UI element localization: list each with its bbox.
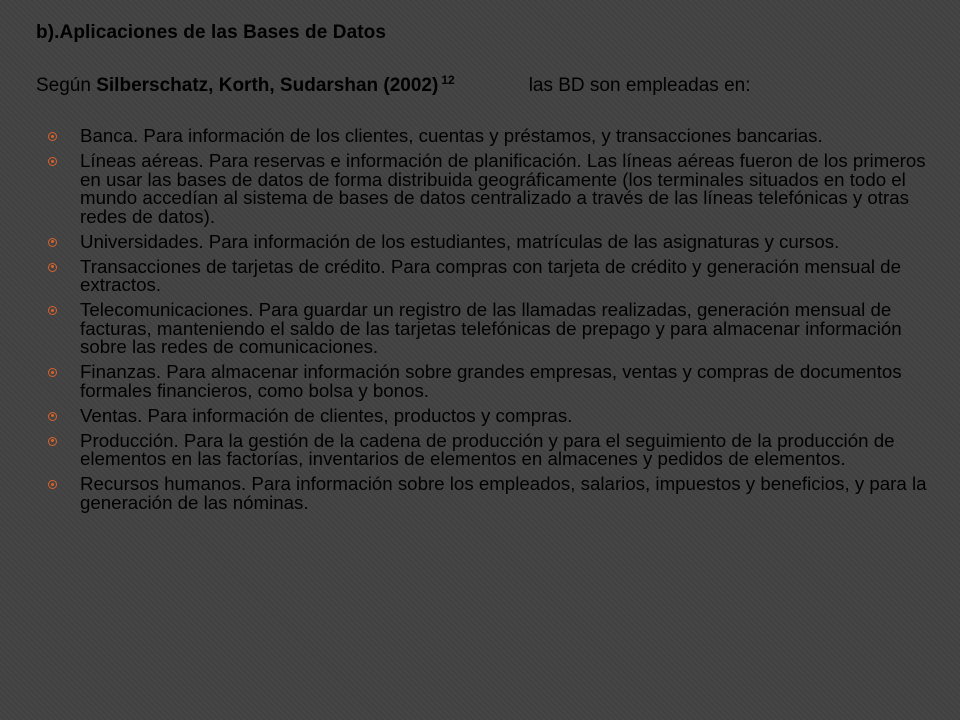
list-item-text: Ventas. Para información de clientes, productos y compras. bbox=[80, 404, 573, 426]
list-item-text: Líneas aéreas. Para reservas e información de planificación. Las líneas aéreas fueron de los primeros en usar las bases de datos de forma distribuida geográficamente (los terminales situados en todo el mundo accedían al sistema de bases de datos centralizado a través de las líneas telefónicas y otras redes de datos). bbox=[80, 150, 926, 227]
intro-authors: Silberschatz, Korth, Sudarshan (2002) bbox=[96, 75, 439, 96]
list-item bbox=[48, 475, 928, 512]
intro-line bbox=[36, 73, 936, 97]
bullet-icon bbox=[48, 480, 57, 489]
bullet-icon bbox=[48, 368, 57, 377]
bullet-icon bbox=[48, 412, 57, 421]
applications-list bbox=[48, 127, 928, 519]
list-item-text: Finanzas. Para almacenar información sobre grandes empresas, ventas y compras de documentos formales financieros, como bolsa y bonos. bbox=[80, 361, 902, 401]
bullet-icon bbox=[48, 238, 57, 247]
list-item bbox=[48, 127, 928, 146]
bullet-icon bbox=[48, 132, 57, 141]
list-item bbox=[48, 230, 928, 252]
list-item bbox=[48, 363, 928, 400]
list-item bbox=[48, 255, 928, 295]
bullet-icon bbox=[48, 437, 57, 446]
list-item bbox=[48, 301, 928, 357]
bullet-icon bbox=[48, 306, 57, 315]
list-item-text: Transacciones de tarjetas de crédito. Para compras con tarjeta de crédito y generación mensual de extractos. bbox=[80, 255, 901, 295]
list-item bbox=[48, 152, 928, 226]
bullet-icon bbox=[48, 263, 57, 272]
footnote-marker: 12 bbox=[441, 73, 455, 87]
list-item-text: Recursos humanos. Para información sobre los empleados, salarios, impuestos y beneficios, y para la generación de las nóminas. bbox=[80, 473, 927, 513]
list-item-text: Telecomunicaciones. Para guardar un registro de las llamadas realizadas, generación mensual de facturas, manteniendo el saldo de las tarjetas telefónicas de prepago y para almacenar información sobre las redes de comunicaciones. bbox=[80, 299, 902, 357]
list-item-text: Universidades. Para información de los estudiantes, matrículas de las asignaturas y cursos. bbox=[80, 230, 840, 252]
intro-rest: las BD son empleadas en: bbox=[528, 75, 751, 96]
slide-title: b).Aplicaciones de las Bases de Datos bbox=[36, 22, 387, 43]
list-item bbox=[48, 429, 928, 469]
list-item bbox=[48, 404, 928, 426]
list-item-text: Banca. Para información de los clientes, cuentas y préstamos, y transacciones bancarias. bbox=[80, 125, 823, 146]
list-item-text: Producción. Para la gestión de la cadena de producción y para el seguimiento de la producción de elementos en las factorías, inventarios de elementos en almacenes y pedidos de elementos. bbox=[80, 429, 895, 469]
intro-prefix: Según bbox=[36, 75, 97, 96]
bullet-icon bbox=[48, 157, 57, 166]
